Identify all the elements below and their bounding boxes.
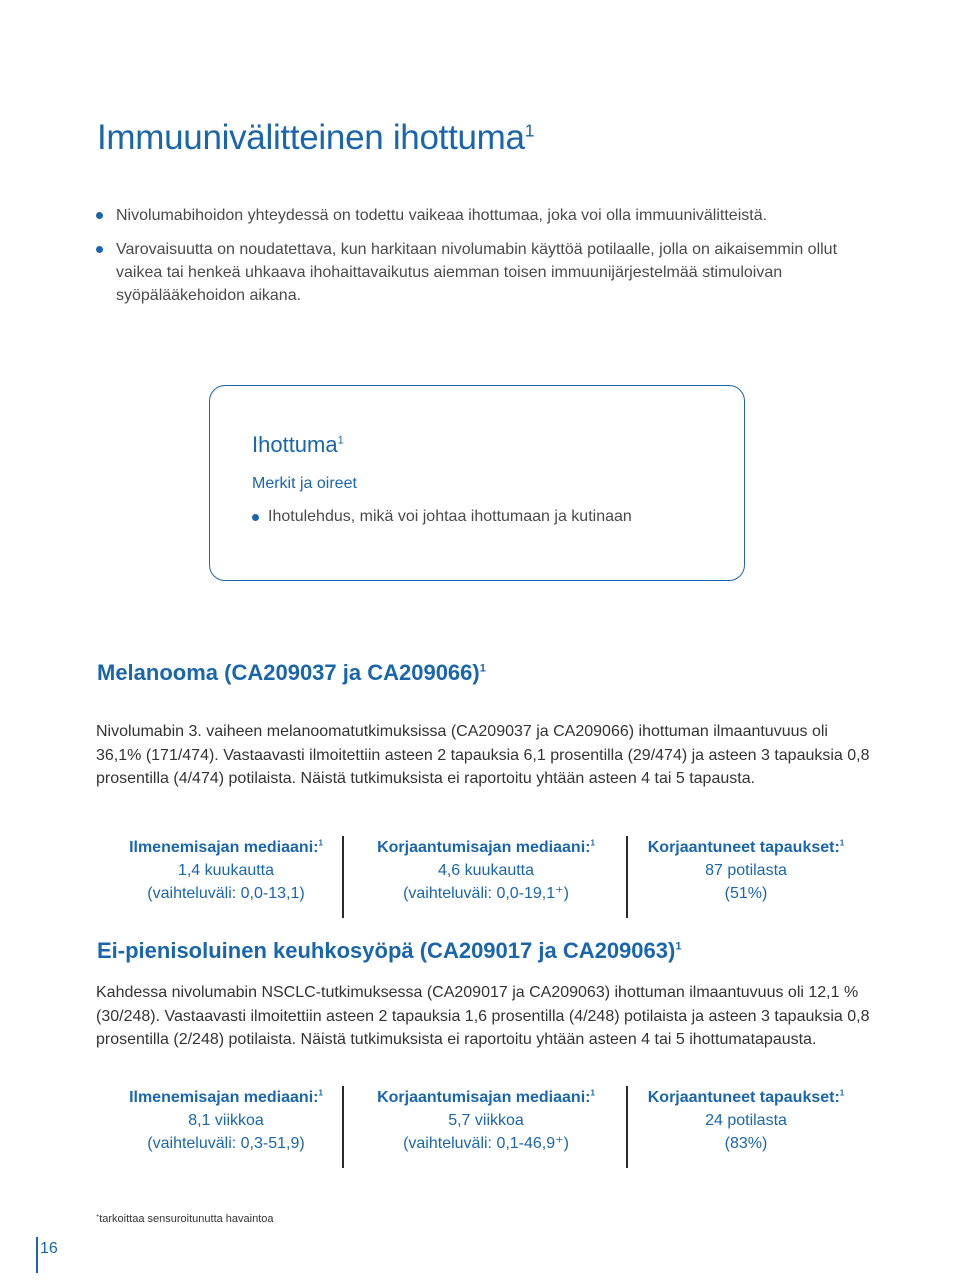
- stat-divider: [342, 1086, 344, 1168]
- nsclc-text: Kahdessa nivolumabin NSCLC-tutkimuksessa (CA209017 ja CA209063) ihottuman ilmaantuvuus oli 12,1 % (30/248). Vastaavasti ilmoitettiin asteen 2 tapauksia 1,6 prosentilla (4/248) potilaista ja asteen 3 tapauksia 0,8 prosentilla (2/248) potilaista. Näistä tutkimuksista ei raportoitu yhtään asteen 4 tai 5 ihottumatapausta.: [96, 984, 870, 1048]
- stat-resolution: Korjaantumisajan mediaani:$^1$ 5,7 viikkoa (vaihteluväli: 0,1-46,9⁺): [377, 1088, 595, 1152]
- symptom-box-subtitle: Merkit ja oireet: [252, 475, 357, 492]
- stat-divider: [342, 836, 344, 918]
- stat-divider: [626, 1086, 628, 1168]
- intro-bullet: Nivolumabihoidon yhteydessä on todettu vaikeaa ihottumaa, joka voi olla immuunivälitteistä.: [96, 204, 876, 227]
- page-number-rule: [36, 1237, 38, 1273]
- bullet-dot-icon: [96, 246, 103, 253]
- stat-resolution: Korjaantumisajan mediaani:$^1$ 4,6 kuukautta (vaihteluväli: 0,0-19,1⁺): [377, 838, 595, 902]
- melanoma-stats: [96, 836, 876, 918]
- footnote: +tarkoittaa sensuroitunutta havaintoa: [96, 1213, 274, 1225]
- symptom-box-title: Ihottuma$^1$: [252, 432, 344, 457]
- bullet-dot-icon: [96, 212, 103, 219]
- stat-onset: Ilmenemisajan mediaani:$^1$ 1,4 kuukautta (vaihteluväli: 0,0-13,1): [129, 838, 323, 902]
- stat-divider: [626, 836, 628, 918]
- stat-onset: Ilmenemisajan mediaani:$^1$ 8,1 viikkoa (vaihteluväli: 0,3-51,9): [129, 1088, 323, 1152]
- bullet-dot-icon: [252, 514, 259, 521]
- page-number: 16: [40, 1240, 58, 1257]
- stat-resolved-cases: Korjaantuneet tapaukset:$^1$ 24 potilasta (83%): [647, 1088, 845, 1152]
- nsclc-stats: [96, 1086, 876, 1168]
- symptom-item: Ihotulehdus, mikä voi johtaa ihottumaan ja kutinaan: [252, 508, 632, 526]
- melanoma-text: Nivolumabin 3. vaiheen melanoomatutkimuksissa (CA209037 ja CA209066) ihottuman ilmaantuvuus oli 36,1% (171/474). Vastaavasti ilmoitettiin asteen 2 tapauksia 6,1 prosentilla (29/474) ja asteen 3 tapauksia 0,8 prosentilla (4/474) potilaista. Näistä tutkimuksista ei raportoitu yhtään asteen 4 tai 5 tapausta.: [96, 723, 870, 787]
- stat-resolved-cases: Korjaantuneet tapaukset:$^1$ 87 potilasta (51%): [647, 838, 845, 902]
- intro-bullet-list: [96, 204, 876, 318]
- symptom-box: [209, 385, 745, 581]
- nsclc-heading: Ei-pienisoluinen keuhkosyöpä (CA209017 ja CA209063)$^1$: [97, 938, 682, 963]
- intro-bullet: Varovaisuutta on noudatettava, kun harkitaan nivolumabin käyttöä potilaalle, jolla on aikaisemmin ollut vaikea tai henkeä uhkaava ihohaittavaikutus aiemman toisen immuunijärjestelmää stimuloivan syöpälääkehoidon aikana.: [96, 238, 876, 307]
- page-title: Immuunivälitteinen ihottuma$^1$: [97, 118, 535, 157]
- melanoma-heading: Melanooma (CA209037 ja CA209066)$^1$: [97, 660, 486, 685]
